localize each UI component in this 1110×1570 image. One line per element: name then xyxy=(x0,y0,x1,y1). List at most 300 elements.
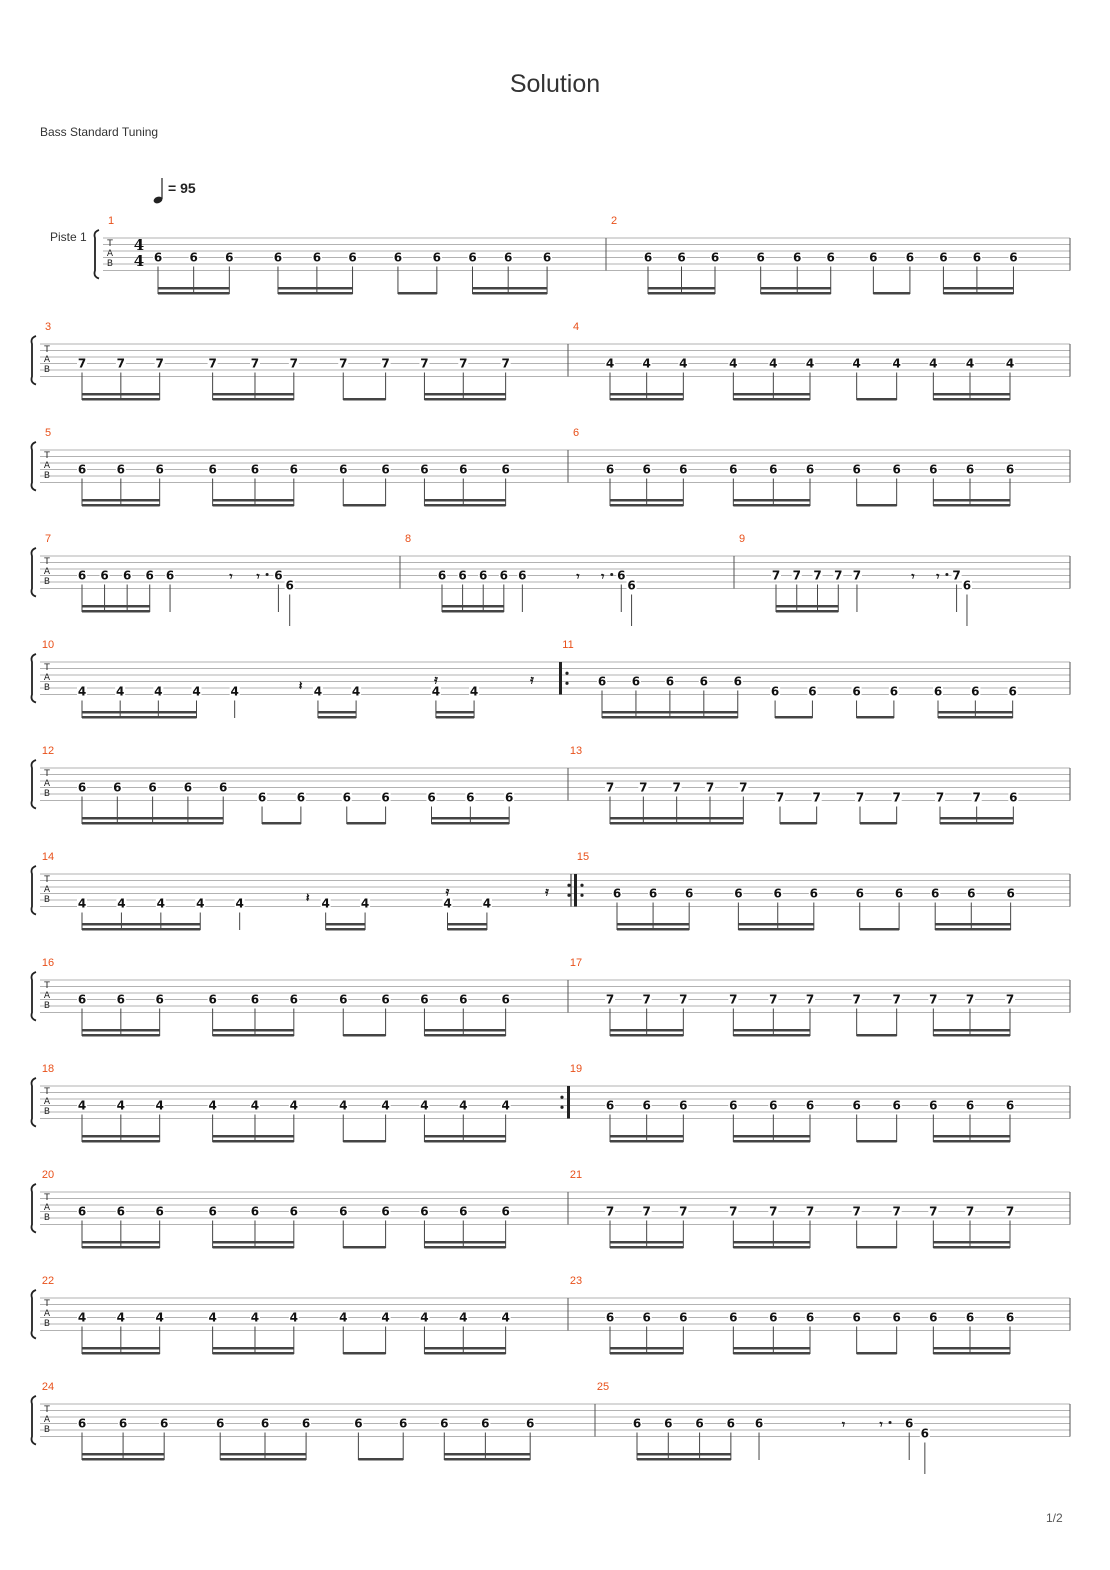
beam xyxy=(933,504,1010,507)
measure xyxy=(570,1169,1015,1249)
fret-number: 6 xyxy=(225,250,234,265)
beam xyxy=(610,1029,683,1032)
measure xyxy=(739,533,972,626)
beam xyxy=(213,1347,294,1350)
tab-clef-letter: B xyxy=(43,1319,51,1329)
beam xyxy=(933,1135,1010,1138)
fret-number: 7 xyxy=(929,1204,938,1219)
beam xyxy=(943,287,1013,290)
beam xyxy=(857,716,894,719)
beam xyxy=(347,822,386,825)
measure-number: 12 xyxy=(41,745,55,757)
quarter-rest: 𝄽 xyxy=(298,678,303,693)
tab-clef-letter: T xyxy=(44,451,50,461)
measure-number: 7 xyxy=(44,533,52,545)
beam xyxy=(262,822,301,825)
fret-number: 4 xyxy=(729,356,738,371)
fret-number: 6 xyxy=(972,250,982,265)
fret-number: 6 xyxy=(729,462,738,477)
fret-number: 6 xyxy=(929,1098,938,1113)
fret-number: 6 xyxy=(118,1416,128,1431)
beam xyxy=(860,928,899,931)
fret-number: 4 xyxy=(208,1098,217,1113)
tab-clef-letter: A xyxy=(43,1097,51,1107)
fret-number: 6 xyxy=(677,250,686,265)
fret-number: 7 xyxy=(812,790,821,805)
tab-clef-letter: T xyxy=(44,1299,50,1309)
fret-number: 6 xyxy=(420,1204,429,1219)
fret-number: 6 xyxy=(642,1098,651,1113)
tab-clef-letter: A xyxy=(43,885,51,895)
fret-number: 4 xyxy=(431,684,441,699)
fret-number: 4 xyxy=(482,896,492,911)
fret-number: 6 xyxy=(679,1098,688,1113)
fret-number: 6 xyxy=(642,1310,651,1325)
fret-number: 6 xyxy=(466,790,475,805)
beam xyxy=(473,287,548,290)
fret-number: 7 xyxy=(892,790,901,805)
tuning-label: Bass Standard Tuning xyxy=(40,125,159,139)
fret-number: 6 xyxy=(965,1310,975,1325)
beam xyxy=(220,1458,306,1461)
tab-clef-letter: T xyxy=(44,981,50,991)
beam xyxy=(610,1034,683,1037)
fret-number: 6 xyxy=(929,462,938,477)
fret-number: 4 xyxy=(155,1098,164,1113)
fret-number: 6 xyxy=(679,1310,688,1325)
fret-number: 6 xyxy=(933,684,943,699)
sixteenth-rest: 𝄿 xyxy=(445,884,450,899)
beam xyxy=(358,1458,403,1461)
system-bracket xyxy=(32,548,37,597)
beam xyxy=(82,1352,160,1355)
fret-number: 6 xyxy=(155,1204,164,1219)
repeat-dot xyxy=(580,884,583,887)
fret-number: 6 xyxy=(274,568,283,583)
fret-number: 6 xyxy=(348,250,357,265)
tab-clef-letter: A xyxy=(43,1203,51,1213)
beam xyxy=(424,393,505,396)
beam xyxy=(343,1034,385,1037)
beam xyxy=(761,292,831,295)
tab-clef-letter: T xyxy=(44,663,50,673)
beam xyxy=(873,292,910,295)
beam xyxy=(776,610,838,613)
tab-clef-letter: B xyxy=(43,789,51,799)
tab-clef-letter: T xyxy=(44,1405,50,1415)
beam xyxy=(637,1453,731,1456)
fret-number: 6 xyxy=(869,250,878,265)
beam xyxy=(733,1034,810,1037)
fret-number: 6 xyxy=(116,1204,126,1219)
fret-number: 6 xyxy=(892,1310,901,1325)
beam xyxy=(82,1029,160,1032)
fret-number: 6 xyxy=(208,992,217,1007)
measure-number: 9 xyxy=(738,533,746,545)
beam xyxy=(933,1029,1010,1032)
fret-number: 7 xyxy=(892,992,901,1007)
fret-number: 7 xyxy=(250,356,260,371)
measure xyxy=(42,1063,511,1143)
fret-number: 6 xyxy=(342,790,351,805)
fret-number: 6 xyxy=(289,462,298,477)
beam xyxy=(933,1246,1010,1249)
fret-number: 6 xyxy=(501,1204,510,1219)
beam xyxy=(938,711,1013,714)
system-bracket xyxy=(32,1396,37,1445)
fret-number: 6 xyxy=(805,1098,815,1113)
beam xyxy=(938,716,1013,719)
fret-number: 7 xyxy=(705,780,715,795)
beam xyxy=(213,1241,294,1244)
measure xyxy=(42,1169,511,1249)
beam xyxy=(213,393,294,396)
sixteenth-rest: 𝄿 xyxy=(530,672,534,687)
fret-number: 6 xyxy=(312,250,322,265)
fret-number: 4 xyxy=(351,684,361,699)
fret-number: 6 xyxy=(504,790,514,805)
beam xyxy=(933,1347,1010,1350)
eighth-rest: 𝄾 xyxy=(936,569,940,584)
eighth-rest: 𝄾 xyxy=(841,1417,846,1432)
fret-number: 6 xyxy=(852,1098,861,1113)
beam xyxy=(935,923,1010,926)
measure-number: 20 xyxy=(41,1169,55,1181)
fret-number: 7 xyxy=(834,568,843,583)
fret-number: 4 xyxy=(117,896,126,911)
beam xyxy=(648,292,715,295)
beam xyxy=(326,928,365,931)
beam xyxy=(82,398,160,401)
fret-number: 7 xyxy=(965,992,975,1007)
fret-number: 6 xyxy=(852,462,861,477)
fret-number: 6 xyxy=(77,568,87,583)
fret-number: 6 xyxy=(648,886,658,901)
beam xyxy=(424,1347,505,1350)
fret-number: 6 xyxy=(155,462,164,477)
tab-system xyxy=(32,533,1071,626)
fret-number: 6 xyxy=(260,1416,270,1431)
fret-number: 6 xyxy=(183,780,193,795)
fret-number: 6 xyxy=(726,1416,736,1431)
repeat-dot xyxy=(560,1096,563,1099)
beam xyxy=(82,716,197,719)
fret-number: 6 xyxy=(967,886,976,901)
beam xyxy=(733,504,810,507)
beam xyxy=(82,499,160,502)
fret-number: 6 xyxy=(339,992,348,1007)
fret-number: 6 xyxy=(770,684,780,699)
fret-number: 7 xyxy=(813,568,822,583)
track-name: Piste 1 xyxy=(50,230,87,244)
beam xyxy=(343,504,385,507)
fret-number: 7 xyxy=(1005,992,1015,1007)
fret-number: 6 xyxy=(499,568,508,583)
measure-number: 13 xyxy=(569,745,583,757)
beam xyxy=(82,928,200,931)
beam xyxy=(213,1246,294,1249)
beam xyxy=(343,398,385,401)
fret-number: 6 xyxy=(289,992,298,1007)
tab-system xyxy=(32,957,1071,1037)
tab-system xyxy=(32,1063,1071,1143)
fret-number: 6 xyxy=(273,250,283,265)
fret-number: 6 xyxy=(145,568,154,583)
tab-system xyxy=(32,639,1071,719)
fret-number: 4 xyxy=(156,896,166,911)
fret-number: 6 xyxy=(1009,790,1018,805)
beam xyxy=(738,923,813,926)
tab-system xyxy=(32,1275,1071,1355)
fret-number: 7 xyxy=(855,790,865,805)
measure-number: 24 xyxy=(41,1381,55,1393)
fret-number: 6 xyxy=(826,250,835,265)
beam xyxy=(933,1140,1010,1143)
measure-number: 21 xyxy=(569,1169,583,1181)
system-bracket xyxy=(32,654,37,703)
fret-number: 6 xyxy=(501,462,510,477)
measure-number: 15 xyxy=(576,851,590,863)
measure xyxy=(570,745,1018,825)
measure-number: 1 xyxy=(107,215,115,227)
fret-number: 6 xyxy=(381,790,390,805)
fret-number: 4 xyxy=(154,684,163,699)
fret-number: 4 xyxy=(929,356,938,371)
measure xyxy=(611,215,1019,295)
fret-number: 6 xyxy=(437,568,447,583)
beam xyxy=(424,1352,505,1355)
repeat-barline xyxy=(567,1086,570,1119)
fret-number: 7 xyxy=(501,356,510,371)
fret-number: 7 xyxy=(155,356,164,371)
fret-number: 6 xyxy=(459,1204,468,1219)
fret-number: 6 xyxy=(381,462,390,477)
fret-number: 6 xyxy=(219,780,228,795)
beam xyxy=(473,292,548,295)
measure xyxy=(108,215,552,295)
measure xyxy=(573,321,1015,401)
fret-number: 6 xyxy=(77,780,87,795)
score-title: Solution xyxy=(509,70,601,98)
fret-number: 4 xyxy=(77,896,87,911)
fret-number: 6 xyxy=(257,790,267,805)
repeat-dot xyxy=(567,884,570,887)
measure xyxy=(42,851,549,931)
beam xyxy=(610,504,683,507)
beam xyxy=(398,292,437,295)
fret-number: 6 xyxy=(1005,462,1015,477)
tab-clef-letter: A xyxy=(43,1415,51,1425)
measure xyxy=(562,639,1017,719)
beam xyxy=(444,1453,530,1456)
fret-number: 6 xyxy=(971,684,980,699)
fret-number: 7 xyxy=(642,1204,651,1219)
measure-number: 18 xyxy=(41,1063,55,1075)
fret-number: 6 xyxy=(1006,886,1015,901)
fret-number: 4 xyxy=(235,896,244,911)
fret-number: 6 xyxy=(627,578,636,593)
measure xyxy=(42,639,534,719)
beam xyxy=(220,1453,306,1456)
fret-number: 6 xyxy=(773,886,782,901)
beam xyxy=(637,1458,731,1461)
fret-number: 6 xyxy=(605,1098,615,1113)
beam xyxy=(432,817,510,820)
fret-number: 6 xyxy=(189,250,198,265)
fret-number: 6 xyxy=(852,1310,861,1325)
beam xyxy=(213,504,294,507)
fret-number: 4 xyxy=(155,1310,164,1325)
beam xyxy=(424,1246,505,1249)
fret-number: 6 xyxy=(965,1098,975,1113)
fret-number: 4 xyxy=(321,896,330,911)
fret-number: 7 xyxy=(116,356,126,371)
fret-number: 7 xyxy=(289,356,298,371)
beam xyxy=(424,504,505,507)
beam xyxy=(780,822,817,825)
measure xyxy=(577,851,1016,931)
repeat-dot xyxy=(567,894,570,897)
system-bracket xyxy=(32,442,37,491)
beam xyxy=(432,822,510,825)
beam xyxy=(933,393,1010,396)
fret-number: 7 xyxy=(339,356,348,371)
fret-number: 6 xyxy=(920,1426,930,1441)
beam xyxy=(610,1241,683,1244)
beam xyxy=(213,1135,294,1138)
beam xyxy=(343,1140,385,1143)
fret-number: 6 xyxy=(289,1204,298,1219)
rest-dot xyxy=(266,573,269,576)
fret-number: 7 xyxy=(605,992,615,1007)
eighth-rest: 𝄾 xyxy=(576,569,580,584)
fret-number: 4 xyxy=(339,1098,348,1113)
beam xyxy=(733,1352,810,1355)
measure-number: 10 xyxy=(41,639,55,651)
fret-number: 6 xyxy=(208,1204,217,1219)
measure xyxy=(42,957,511,1037)
measure xyxy=(45,321,511,401)
fret-number: 7 xyxy=(769,992,778,1007)
measure xyxy=(405,533,637,626)
fret-number: 7 xyxy=(965,1204,975,1219)
fret-number: 6 xyxy=(296,790,306,805)
fret-number: 6 xyxy=(617,568,626,583)
fret-number: 6 xyxy=(695,1416,704,1431)
beam xyxy=(82,1453,164,1456)
measure xyxy=(45,533,295,626)
tab-clef-letter: B xyxy=(43,471,51,481)
beam xyxy=(610,822,743,825)
fret-number: 7 xyxy=(972,790,981,805)
beam xyxy=(857,1246,897,1249)
measure-number: 17 xyxy=(569,957,583,969)
beam xyxy=(857,1140,897,1143)
fret-number: 6 xyxy=(729,1098,738,1113)
fret-number: 6 xyxy=(855,886,864,901)
fret-number: 6 xyxy=(481,1416,490,1431)
beam xyxy=(213,1034,294,1037)
beam xyxy=(738,928,813,931)
fret-number: 6 xyxy=(710,250,720,265)
fret-number: 7 xyxy=(805,992,815,1007)
repeat-dot xyxy=(580,894,583,897)
tab-clef-letter: T xyxy=(44,557,50,567)
fret-number: 6 xyxy=(116,992,126,1007)
beam xyxy=(213,398,294,401)
fret-number: 4 xyxy=(230,684,239,699)
fret-number: 7 xyxy=(459,356,468,371)
fret-number: 6 xyxy=(665,674,675,689)
fret-number: 4 xyxy=(965,356,975,371)
beam xyxy=(343,1352,385,1355)
tab-clef-letter: A xyxy=(43,355,51,365)
tab-clef-letter: B xyxy=(43,895,51,905)
beam xyxy=(424,1140,505,1143)
tab-system xyxy=(32,1381,1071,1474)
repeat-dot xyxy=(565,672,568,675)
fret-number: 6 xyxy=(597,674,607,689)
beam xyxy=(424,1034,505,1037)
fret-number: 6 xyxy=(100,568,109,583)
beam xyxy=(278,292,353,295)
fret-number: 4 xyxy=(852,356,861,371)
fret-number: 6 xyxy=(116,462,126,477)
beam xyxy=(602,716,738,719)
beam xyxy=(933,1352,1010,1355)
tab-clef-letter: T xyxy=(107,239,113,249)
eighth-rest: 𝄾 xyxy=(256,569,260,584)
fret-number: 6 xyxy=(420,992,429,1007)
fret-number: 7 xyxy=(605,1204,615,1219)
fret-number: 6 xyxy=(605,462,615,477)
fret-number: 4 xyxy=(459,1098,468,1113)
fret-number: 6 xyxy=(1009,250,1018,265)
fret-number: 6 xyxy=(459,462,468,477)
eighth-rest: 𝄾 xyxy=(911,569,915,584)
beam xyxy=(610,499,683,502)
fret-number: 7 xyxy=(852,1204,861,1219)
beam xyxy=(326,923,365,926)
beam xyxy=(610,1140,683,1143)
fret-number: 4 xyxy=(339,1310,348,1325)
fret-number: 7 xyxy=(77,356,87,371)
fret-number: 6 xyxy=(427,790,436,805)
fret-number: 6 xyxy=(939,250,948,265)
beam xyxy=(213,1029,294,1032)
fret-number: 4 xyxy=(360,896,370,911)
fret-number: 7 xyxy=(679,1204,688,1219)
fret-number: 6 xyxy=(679,462,688,477)
tab-clef-letter: A xyxy=(106,249,114,259)
fret-number: 4 xyxy=(1005,356,1015,371)
fret-number: 4 xyxy=(679,356,688,371)
fret-number: 6 xyxy=(905,250,915,265)
beam xyxy=(857,504,897,507)
beam xyxy=(444,1458,530,1461)
fret-number: 4 xyxy=(381,1310,390,1325)
tab-system xyxy=(32,321,1071,401)
tab-clef-letter: A xyxy=(43,567,51,577)
beam xyxy=(761,287,831,290)
beam xyxy=(82,1347,160,1350)
fret-number: 6 xyxy=(699,674,708,689)
fret-number: 6 xyxy=(808,684,817,699)
system-bracket xyxy=(32,760,37,809)
beam xyxy=(617,928,689,931)
beam xyxy=(448,928,487,931)
beam xyxy=(733,1135,810,1138)
